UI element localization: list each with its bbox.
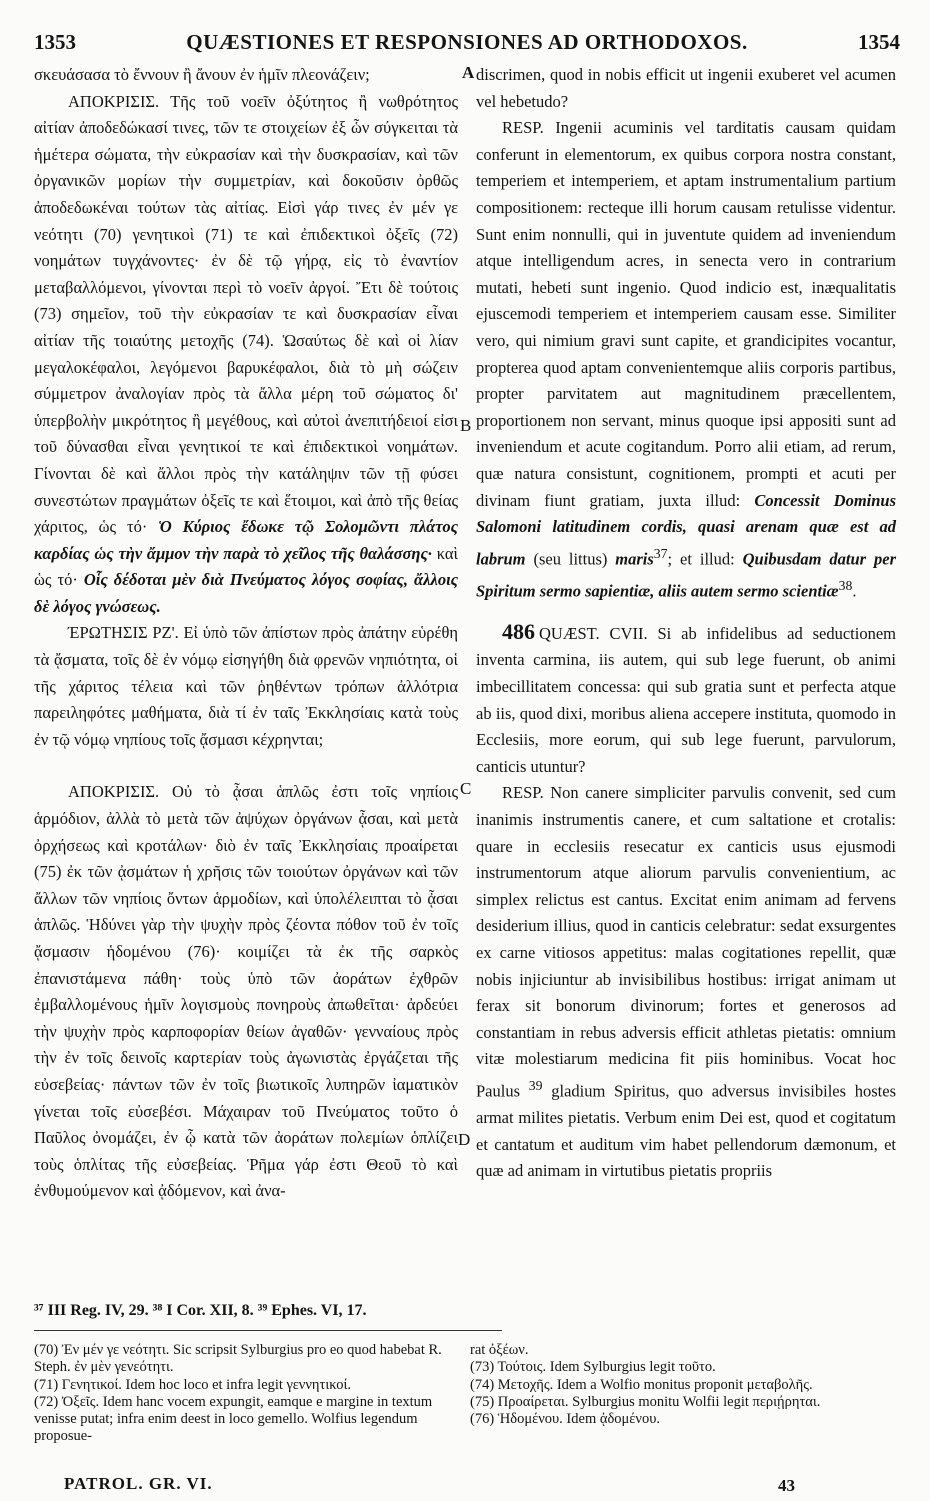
margin-marker-b: B	[460, 416, 472, 435]
latin-answer-2-end: gladium Spiritus, quo adversus invisibiles hostes armat milites pietatis. Verbum enim Dei est, quod et cogitatum et cantatum et auditum vim habet pellendorum dæmonum, et quæ ad animam in virtutibus pietatis propriis	[476, 1081, 897, 1181]
footer-gathering-number: 43	[778, 1476, 795, 1495]
greek-connector: καὶ ὡς τό·	[34, 543, 458, 590]
footnote-74: (74) Μετοχῆς. Idem a Wolfio monitus proponit μεταβολῆς.	[470, 1376, 813, 1393]
scripture-references: ³⁷ III Reg. IV, 29. ³⁸ I Cor. XII, 8. ³⁹ Ephes. VI, 17.	[34, 1302, 367, 1319]
footnote-75: (75) Προαίρεται. Sylburgius monitu Wolfii legit περιῄρηται.	[470, 1393, 821, 1410]
column-number: 486	[502, 618, 535, 644]
note-ref-37: 37	[653, 545, 668, 561]
page-number-left: 1353	[34, 30, 76, 54]
greek-column	[34, 62, 458, 1297]
page-number-right: 1354	[858, 30, 900, 54]
latin-question-107	[476, 619, 896, 781]
running-title: QUÆSTIONES ET RESPONSIONES AD ORTHODOXOS.	[186, 30, 748, 54]
latin-quote-solomon: Concessit Dominus Salomoni latitudinem cordis, quasi arenam quæ est ad labrum	[476, 490, 897, 569]
margin-marker-c: C	[460, 779, 472, 798]
latin-question-107-text: QUÆST. CVII. Si ab infidelibus ad seductionem inventa carmina, iis autem, qui sub lege fuerunt, ob animi imbecillitatem concessa: qui sub gratia sunt et perfecta atque ab iis, quod dixi, moribus aliena accepere instituta, quomodo in Ecclesiis, more eorum, qui sub lege fuerunt, parvulorum, canticis utuntur?	[476, 623, 896, 776]
greek-answer-1-text: ΑΠΟΚΡΙΣΙΣ. Τῆς τοῦ νοεῖν ὀξύτητος ἢ νωθρότητος αἰτίαν ἀποδεδώκασί τινες, τῶν τε στοιχείων ἐξ ὧν σύγκειται τὰ ἡμέτερα σώματα, τὴν εὐκρασίαν καὶ τὴν δυσκρασίαν, καὶ τῶν ὀργανικῶν μορίων τὴν συμμετρίαν, καὶ δοκοῦσιν ὀρθῶς ἀποδεδωκέναι τούτων τὰς αἰτίας. Εἰσὶ γάρ τινες ἐν μέν γε νεότητι (70) γενητικοὶ (71) τε καὶ ἐπιδεκτικοὶ ὀξεῖς (72) νοημάτων τυγχάνοντες· ἐν δὲ τῷ γήρᾳ, εἰς τὸ ἐναντίον μεταβαλλόμενοι, γίνονται περὶ τὸ νοεῖν ἀργοί. Ἔτι δὲ τούτοις (73) σημεῖον, τοῦ τὴν εὐκρασίαν τε καὶ δυσκρασίαν εἶναι αἰτίαν τῆς τοιαύτης μετοχῆς (74). Ὡσαύτως δὲ καὶ οἱ λίαν μεγαλοκέφαλοι, λεγόμενοι βαρυκέφαλοι, διὰ τὸ μὴ σώζειν σύμμετρον ἀναλογίαν πρὸς τὰ ἄλλα μέρη τοῦ σώματος δι' ὑπερβολὴν μικρότητος ἢ μεγέθους, καὶ αὐτοὶ ἀνεπιτήδειοί εἰσι τοῦ δύνασθαι εἶναι γενητικοί τε καὶ ἐπιδεκτικοὶ νοημάτων. Γίνονται δὲ καὶ ἄλλοι πρὸς τὴν κατάληψιν τῶν τῇ φύσει συνεστώτων πραγμάτων ὀξεῖς τε καὶ ἕτοιμοι, καὶ ἀπὸ τῆς θείας χάριτος, ὡς τό·	[34, 91, 458, 537]
greek-question-107: ΈΡΩΤΗΣΙΣ ΡΖ'. Εἰ ὑπὸ τῶν ἀπίστων πρὸς ἀπάτην εὑρέθη τὰ ᾄσματα, τοῖς δὲ ἐν νόμῳ εἰσηγήθη διὰ φρενῶν νηπιότητα, οἱ τῆς χάριτος τέλεια καὶ τῶν ῥηθέντων τρόπων ἀλλότρια παρειληφότες μαθήματα, διὰ τί ἐν ταῖς Ἐκκλησίαις κατὰ τοὺς ἐν τῷ νόμῳ νηπίους τοῖς ᾄσμασι κέχρηνται;	[34, 623, 458, 749]
greek-question-end: σκευάσασα τὸ ἔννουν ἢ ἄνουν ἐν ἡμῖν πλεονάζειν;	[34, 65, 370, 84]
footnote-72-cont: rat ὀξέων.	[470, 1342, 529, 1358]
latin-quote-paren: (seu littus)	[533, 549, 608, 569]
greek-quote-spirit: Οἷς δέδοται μὲν διὰ Πνεύματος λόγος σοφίας, ἄλλοις δὲ λόγος γνώσεως.	[34, 570, 459, 616]
note-ref-38: 38	[838, 577, 853, 593]
footnote-76: (76) Ἡδομένου. Idem ᾀδομένου.	[470, 1411, 660, 1428]
footnotes-right	[470, 1342, 900, 1428]
latin-answer-1: RESP. Ingenii acuminis vel tarditatis causam quidam conferunt in elementorum, ex quibus corpora nostra constant, temperiem et intemperiem, et aptam instrumentalium partium compositionem: recteque illi horum causam retulisse videntur. Sunt enim nonnulli, qui in juventute quidem ad inveniendum atque intelligendum acres, in senecta vero in contrarium mutati, hebeti sunt ingenio. Quod indicio est, inæqualitatis ejuscemodi temperiem et intemperiem causam esse. Similiter vero, qui nimium gravi sunt capite, et grandicipites vocantur, propterea quod aptam convenientemque aliis corporis partibus, propter parvitatem aut magnitudinem præcellentem, proportionem non servant, minus quoque ipsi appositi sunt ad inveniendum et acute cogitandum. Porro alii etiam, ad rerum, quæ natura consistunt, cognitionem, prompti et acuti per divinam fiunt gratiam, juxta illud: Concessit Dominus Salomoni latitudinem cordis, quasi arenam quæ est ad labrum (seu littus) maris$^{37}$; et illud: Quibusdam datur per Spiritum sermo sapientiæ, aliis autem sermo scientiæ$^{38}$.	[476, 118, 897, 601]
footnote-71: (71) Γενητικοί. Idem hoc loco et infra legit γεννητικοί.	[34, 1376, 351, 1393]
latin-quote-solomon-end: maris	[615, 549, 654, 569]
margin-marker-d: D	[458, 1130, 471, 1149]
greek-quote-solomon: Ὁ Κύριος ἔδωκε τῷ Σολομῶντι πλάτος καρδίας ὡς τὴν ἄμμον τὴν παρὰ τὸ χεῖλος τῆς θαλάσσης·	[34, 517, 458, 563]
footnote-73: (73) Τούτοις. Idem Sylburgius legit τοῦτο.	[470, 1359, 716, 1376]
footer-signature: PATROL. GR. VI.	[64, 1474, 213, 1493]
footnote-70: (70) Ἐν μέν γε νεότητι. Sic scripsit Sylburgius pro eo quod habebat R. Steph. ἐν μὲν γενεότητι.	[34, 1342, 442, 1376]
greek-answer-1	[34, 89, 458, 621]
latin-answer-2-text: RESP. Non canere simpliciter parvulis convenit, sed cum inanimis instrumentis canere, et cum saltatione et crotalis: quare in ecclesiis resecatur ex canticis usus ejusmodi instrumentorum atque aliorum parvulis convenientium, ac simplex relictus est cantus. Excitat enim animam ad fervens desiderium illius, quod in canticis celebratur: sedat exsurgentes ex carne vitiosos appetitus: malas cogitationes repellit, quæ nobis injiciuntur ab invisibilibus hostibus: irrigat animam ut ferax sit bonorum divinorum; fortes et generosos ad constantiam in rebus adversis efficit athletas pietatis: omnium vitæ molestiarum medicina fit piis hominibus. Vocat hoc Paulus	[476, 783, 896, 1101]
footnote-rule	[34, 1330, 502, 1331]
latin-quote-spirit: Quibusdam datur per Spiritum sermo sapientiæ, aliis autem sermo scientiæ	[476, 549, 897, 601]
latin-connector: ; et illud:	[667, 549, 735, 569]
latin-answer-1-text: RESP. Ingenii acuminis vel tarditatis causam quidam conferunt in elementorum, ex quibus corpora nostra constant, temperiem et intemperiem, et aptam instrumentalium partium compositionem: recteque illi horum causam retulisse videntur. Sunt enim nonnulli, qui in juventute quidem ad inveniendum atque intelligendum acres, in senecta vero in contrarium mutati, hebeti sunt ingenio. Quod indicio est, inæqualitatis ejuscemodi temperiem et intemperiem causam esse. Similiter vero, qui nimium gravi sunt capite, et grandicipites vocantur, propterea quod aptam convenientemque aliis corporis partibus, propter parvitatem aut magnitudinem præcellentem, proportionem non servant, minus quoque ipsi appositi sunt ad inveniendum et acute cogitandum. Porro alii etiam, ad rerum, quæ natura consistunt, cognitionem, prompti et acuti per divinam fiunt gratiam, juxta illud:	[476, 118, 896, 510]
footnote-72: (72) Ὀξεῖς. Idem hanc vocem expungit, eamque e margine in textum venisse putat; infra enim deest in loco gemello. Wolfius legendum proposue-	[34, 1393, 433, 1445]
margin-marker-a: A	[462, 63, 475, 82]
latin-column	[476, 62, 896, 1297]
running-header	[34, 30, 900, 62]
footnotes-left	[34, 1342, 462, 1446]
latin-question-end: discrimen, quod in nobis efficit ut ingenii exuberet vel acumen vel hebetudo?	[476, 65, 896, 111]
note-ref-39: 39	[528, 1077, 543, 1093]
greek-answer-2: ΑΠΟΚΡΙΣΙΣ. Οὐ τὸ ᾆσαι ἁπλῶς ἐστι τοῖς νηπίοις ἁρμόδιον, ἀλλὰ τὸ μετὰ τῶν ἀψύχων ὀργάνων ᾆσαι, καὶ μετὰ ὀρχήσεως καὶ κροτάλων· διὸ ἐν ταῖς Ἐκκλησίαις προαίρεται (75) ἐκ τῶν ᾀσμάτων ἡ χρῆσις τῶν τοιούτων ὀργάνων καὶ τῶν ἄλλων τῶν νηπίοις ὄντων ἁρμοδίων, καὶ ὑπολέλειπται τὸ ᾆσαι ἁπλῶς. Ἡδύνει γὰρ τὴν ψυχὴν πρὸς ζέοντα πόθον τοῦ ἐν τοῖς ᾄσμασιν ἡδομένου (76)· κοιμίζει τὰ ἐκ τῆς σαρκὸς ἐπανιστάμενα πάθη· τοὺς ὑπὸ τῶν ἀοράτων ἐχθρῶν ἐμβαλλομένους ἡμῖν λογισμοὺς πονηροὺς ἀπωθεῖται· ἀρδεύει τὴν ψυχὴν πρὸς καρποφορίαν θείων ἀγαθῶν· γενναίους πρὸς τὴν ἐν τοῖς δεινοῖς καρτερίαν τοὺς ἀγωνιστὰς ἐργάζεται τῆς εὐσεβείας· πάντων τῶν ἐν τοῖς βιωτικοῖς λυπηρῶν ἰαματικὸν γίνεται τοῖς εὐσεβέσι. Μάχαιραν τοῦ Πνεύματος τοῦτο ὁ Παῦλος ὀνομάζει, ἐν ᾧ κατὰ τῶν ἀοράτων πολεμίων ὁπλίζει τοὺς ὁπλίτας τῆς εὐσεβείας. Ῥῆμα γάρ ἐστι Θεοῦ τὸ καὶ ἐνθυμούμενον καὶ ᾀδόμενον, καὶ ἀνα-	[34, 782, 458, 1201]
latin-answer-2	[476, 780, 896, 1184]
